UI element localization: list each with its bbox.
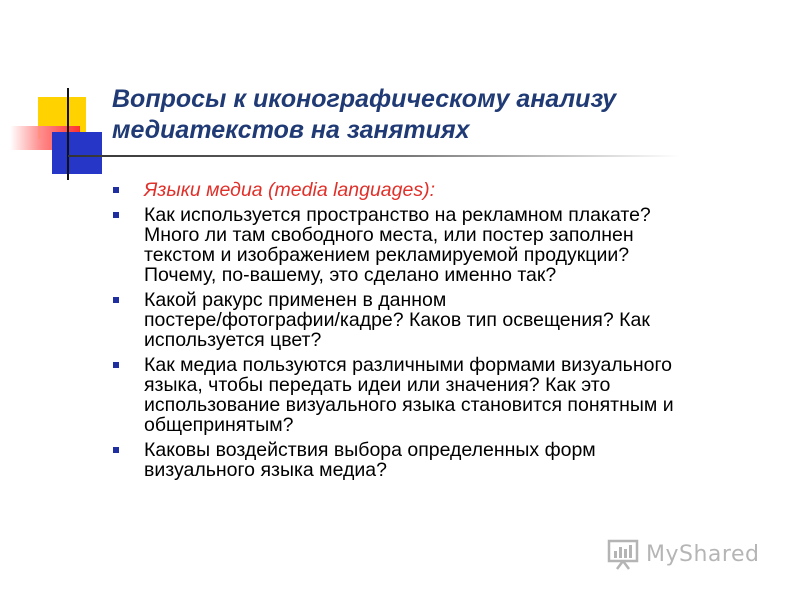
presentation-board-icon — [606, 537, 640, 571]
bullet-marker — [113, 212, 119, 218]
bullet-item-effects — [112, 440, 772, 480]
bullet-line: общепринятым? — [144, 414, 294, 436]
slide-title — [112, 84, 752, 146]
bullet-line: используется цвет? — [144, 329, 322, 351]
bullet-item-visual-language — [112, 355, 772, 435]
decorative-vertical-line — [67, 88, 69, 180]
bullet-line: Какой ракурс применен в данном — [144, 289, 447, 311]
bullet-line: Как медиа пользуются различными формами визуального — [144, 354, 672, 376]
bullet-line: постере/фотографии/кадре? Каков тип освещения? Как — [144, 309, 650, 331]
bullet-line: языка, чтобы передать идеи или значения? Как это — [144, 374, 611, 396]
bullet-line: Как используется пространство на рекламном плакате? — [144, 204, 651, 226]
bullet-marker — [113, 187, 119, 193]
bullet-item-space — [112, 205, 772, 285]
bullet-list — [112, 180, 772, 485]
slide-title-line: медиатекстов на занятиях — [112, 116, 470, 144]
watermark-text: MyShared — [646, 541, 760, 567]
bullet-marker — [113, 297, 119, 303]
bullet-line: Много ли там свободного места, или постер заполнен — [144, 224, 634, 246]
bullet-line: использование визуального языка становится понятным и — [144, 394, 674, 416]
slide-title-line: Вопросы к иконографическому анализу — [112, 85, 617, 113]
bullet-item-angle — [112, 290, 772, 350]
bullet-line: Языки медиа (media languages): — [144, 179, 435, 201]
bullet-line: Почему, по-вашему, это сделано именно так? — [144, 264, 557, 286]
title-divider — [68, 155, 680, 157]
bullet-marker — [113, 362, 119, 368]
bullet-line: текстом и изображением рекламируемой продукции? — [144, 244, 630, 266]
bullet-line: визуального языка медиа? — [144, 459, 387, 481]
bullet-marker — [113, 447, 119, 453]
decorative-blue-square — [52, 132, 102, 174]
watermark — [606, 534, 759, 574]
bullet-item-media-languages — [112, 180, 772, 200]
bullet-line: Каковы воздействия выбора определенных форм — [144, 439, 596, 461]
